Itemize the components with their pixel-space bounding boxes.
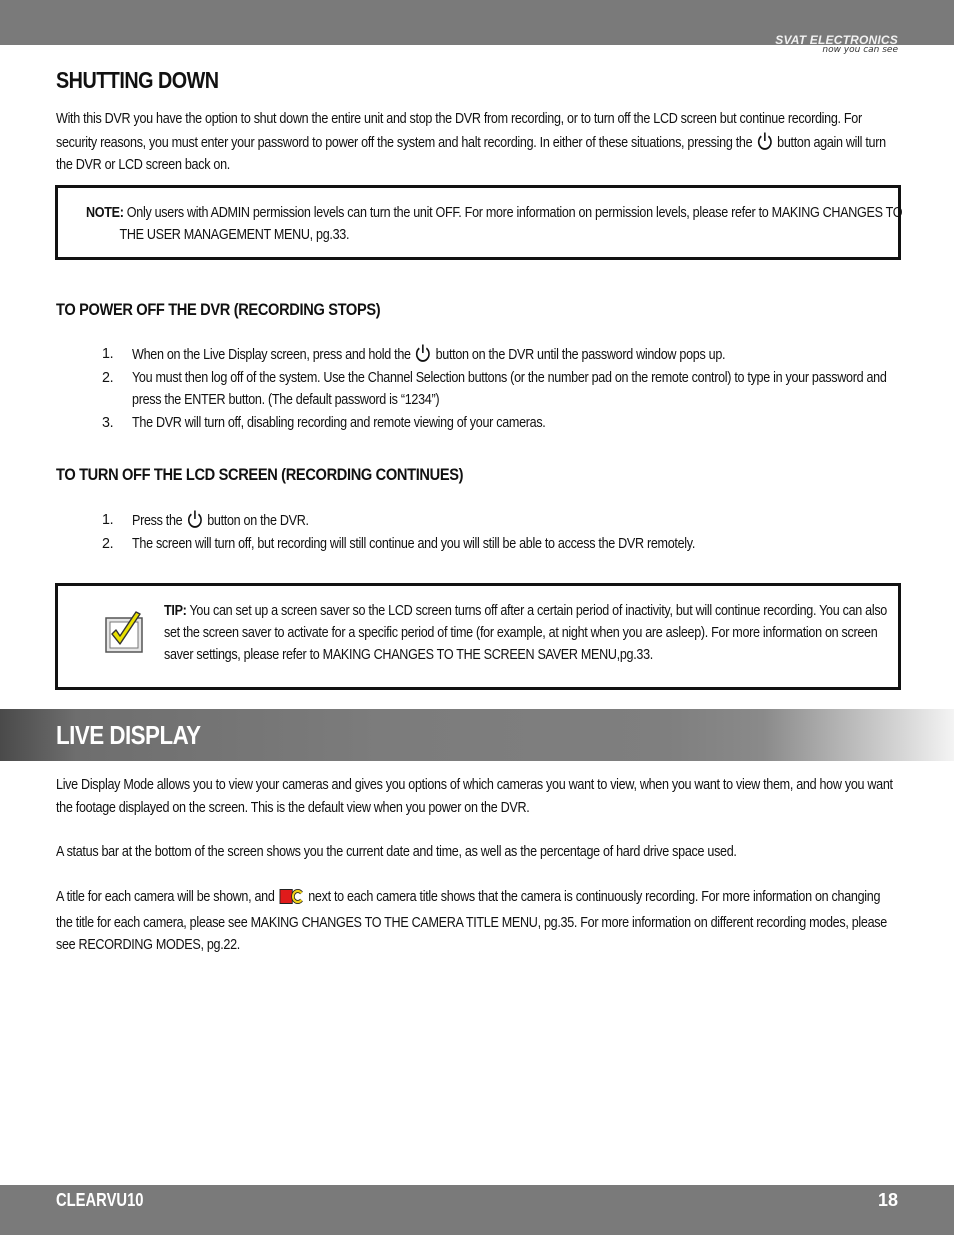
brand-name: SVAT ELECTRONICS bbox=[775, 33, 898, 47]
lcd-off-steps bbox=[56, 509, 898, 555]
tip-box bbox=[55, 583, 901, 690]
list-item bbox=[56, 412, 898, 435]
list-item bbox=[56, 343, 898, 367]
step-text-part2: button on the DVR until the password window pops up. bbox=[435, 347, 726, 363]
subsection-title-lcd-off: TO TURN OFF THE LCD SCREEN (RECORDING CONTINUES) bbox=[56, 465, 464, 484]
subsection-title-power-off: TO POWER OFF THE DVR (RECORDING STOPS) bbox=[56, 300, 381, 319]
step-number: 1. bbox=[102, 512, 114, 528]
list-item bbox=[56, 533, 898, 556]
live-display-banner bbox=[0, 709, 954, 761]
power-icon bbox=[415, 343, 432, 363]
note-box bbox=[55, 185, 901, 260]
tip-label: TIP: bbox=[164, 603, 187, 619]
shutting-down-intro bbox=[56, 108, 898, 177]
list-item bbox=[56, 367, 898, 412]
step-text-part1: When on the Live Display screen, press and hold the bbox=[132, 347, 411, 363]
tip-text bbox=[164, 600, 894, 666]
intro-text-part1: With this DVR you have the option to shut down the entire unit and stop the DVR from recording, or to turn off the LCD screen but continue recording. For security reasons, you must enter your password to power off the system and halt recording. In either of these situations, pressing the bbox=[56, 111, 862, 151]
live-display-para2 bbox=[56, 841, 898, 864]
step-text bbox=[132, 343, 898, 367]
live-display-para1 bbox=[56, 774, 898, 819]
note-body: Only users with ADMIN permission levels can turn the unit OFF. For more information on permission levels, please refer to MAKING CHANGES TO THE USER MANAGEMENT MENU, pg.33. bbox=[119, 205, 903, 243]
step-number: 1. bbox=[102, 346, 114, 362]
tip-body: You can set up a screen saver so the LCD screen turns off after a certain period of inactivity, but will continue recording. You can also set the screen saver to activate for a specific period of time (for example, at night when you are asleep). For more information on screen saver settings, please refer to MAKING CHANGES TO THE SCREEN SAVER MENU,pg.33. bbox=[164, 603, 888, 663]
brand-tagline: now you can see bbox=[822, 45, 898, 55]
brand-logo bbox=[775, 33, 898, 55]
power-icon bbox=[186, 509, 203, 529]
para-text: Live Display Mode allows you to view your cameras and gives you options of which cameras you want to view, when you want to view them, and how you want the footage displayed on the screen. This is the default view when you power on the DVR. bbox=[56, 777, 893, 816]
power-off-steps bbox=[56, 343, 898, 434]
para-text-part1: A title for each camera will be shown, and bbox=[56, 889, 275, 905]
continuous-recording-icon bbox=[279, 889, 303, 912]
step-number: 2. bbox=[102, 369, 114, 386]
note-text bbox=[86, 202, 903, 246]
section-title-shutting-down: SHUTTING DOWN bbox=[56, 67, 219, 93]
step-text-part1: Press the bbox=[132, 513, 183, 529]
list-item bbox=[56, 509, 898, 533]
step-text: You must then log off of the system. Use the Channel Selection buttons (or the number pad on the remote control) to type in your password and press the ENTER button. (The default password is “1234”) bbox=[132, 369, 887, 408]
step-text bbox=[132, 509, 898, 533]
power-icon bbox=[756, 131, 773, 151]
section-title-live-display: LIVE DISPLAY bbox=[56, 720, 201, 750]
note-label: NOTE: bbox=[86, 205, 124, 221]
footer-model: CLEARVU10 bbox=[56, 1190, 144, 1210]
step-text: The screen will turn off, but recording will still continue and you will still be able to access the DVR remotely. bbox=[132, 535, 696, 552]
step-number: 3. bbox=[102, 414, 114, 431]
step-text-part2: button on the DVR. bbox=[207, 513, 309, 529]
live-display-para3 bbox=[56, 886, 898, 957]
step-text: The DVR will turn off, disabling recording and remote viewing of your cameras. bbox=[132, 414, 546, 431]
step-number: 2. bbox=[102, 535, 114, 552]
para-text-part2: next to each camera title shows that the camera is continuously recording. For more information on changing the title for each camera, please see MAKING CHANGES TO THE CAMERA TITLE MENU, pg.35. For more information on different recording modes, please see RECORDING MODES, pg.22. bbox=[56, 889, 887, 953]
footer-bar bbox=[0, 1185, 954, 1235]
page-number: 18 bbox=[877, 1190, 898, 1210]
para-text: A status bar at the bottom of the screen shows you the current date and time, as well as the percentage of hard drive space used. bbox=[56, 844, 737, 860]
checkbox-check-icon bbox=[104, 610, 146, 654]
intro-text-part2: button again will turn the DVR or LCD screen back on. bbox=[56, 134, 886, 173]
